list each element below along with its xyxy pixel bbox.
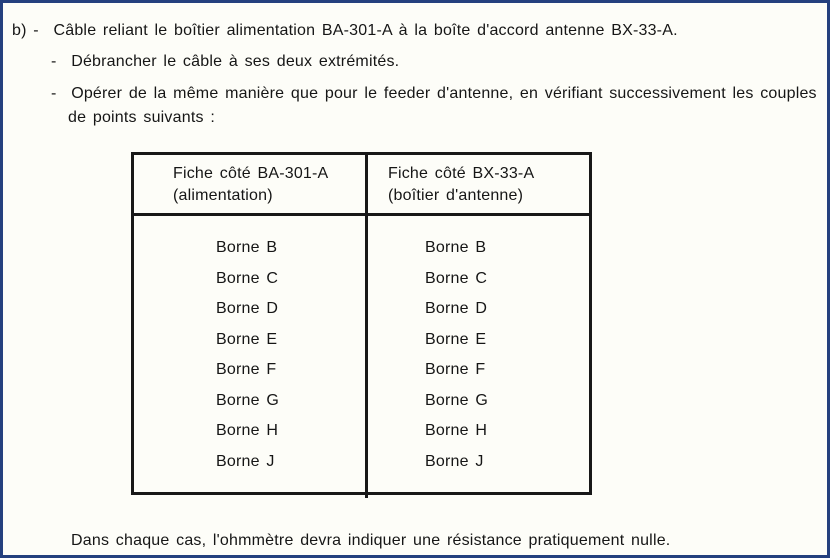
step-text-line2: de points suivants : <box>68 109 215 126</box>
step-dash: - <box>51 85 57 102</box>
section-title: Câble reliant le boîtier alimentation BA-301-A à la boîte d'accord antenne BX-33-A. <box>53 22 678 39</box>
table-cell: Borne H <box>216 422 279 439</box>
table-header-right <box>368 155 589 213</box>
table-cell: Borne C <box>425 269 488 287</box>
step-dash: - <box>51 53 57 70</box>
header-left-line2: (alimentation) <box>173 187 273 204</box>
table-header-row <box>134 155 589 216</box>
table-cell: Borne E <box>216 330 278 348</box>
step-debrancher <box>51 53 399 71</box>
table-cell: Borne B <box>216 239 278 256</box>
step-text: Débrancher le câble à ses deux extrémités. <box>71 53 400 70</box>
table-cell: Borne E <box>425 330 487 348</box>
table-column-left <box>134 216 368 498</box>
header-right-line1: Fiche côté BX-33-A <box>388 165 535 182</box>
table-cell: Borne D <box>425 300 488 317</box>
table-cell: Borne G <box>216 391 279 409</box>
section-label: b) <box>12 22 27 39</box>
table-cell: Borne C <box>216 269 279 287</box>
table-cell: Borne J <box>216 452 275 470</box>
table-cell: Borne H <box>425 422 488 439</box>
table-cell: Borne G <box>425 391 488 409</box>
header-left-line1: Fiche côté BA-301-A <box>173 165 329 182</box>
section-dash: - <box>33 22 39 39</box>
table-cell: Borne F <box>425 361 486 378</box>
terminals-table <box>131 152 592 495</box>
table-cell: Borne J <box>425 452 484 470</box>
step-text-line1: Opérer de la même manière que pour le feeder d'antenne, en vérifiant successivement les couples <box>71 85 817 102</box>
conclusion-text: Dans chaque cas, l'ohmmètre devra indiquer une résistance pratiquement nulle. <box>71 532 671 549</box>
section-b-heading <box>12 22 678 40</box>
step-operer <box>51 82 817 130</box>
table-header-left <box>134 155 368 213</box>
table-cell: Borne B <box>425 239 487 256</box>
table-body <box>134 216 589 498</box>
table-cell: Borne F <box>216 361 277 378</box>
table-column-right <box>368 216 589 498</box>
header-right-line2: (boîtier d'antenne) <box>388 187 524 204</box>
table-cell: Borne D <box>216 300 279 317</box>
